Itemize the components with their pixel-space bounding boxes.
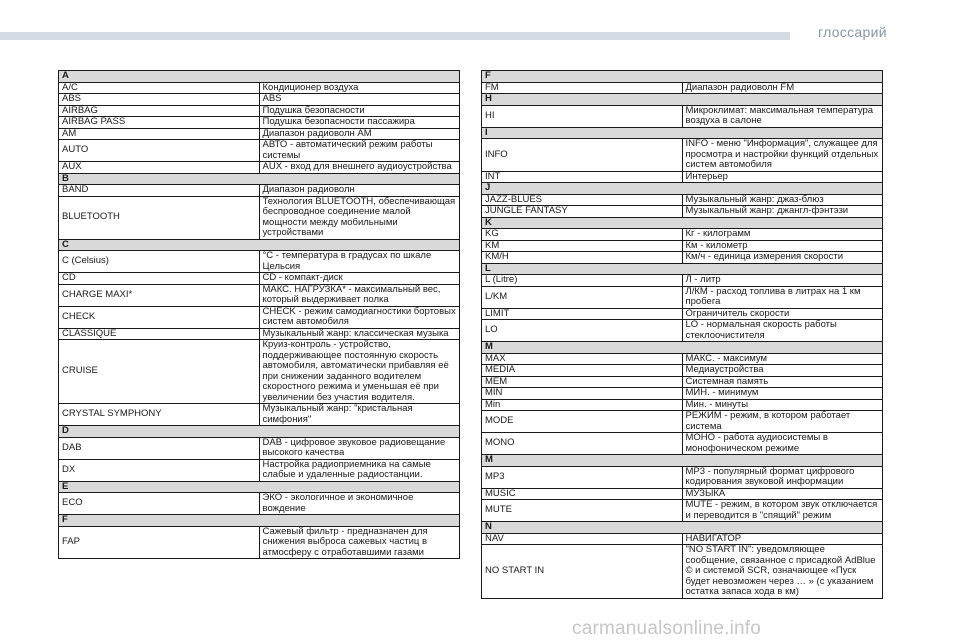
glossary-term: MAX: [482, 353, 683, 365]
glossary-definition: Диапазон радиоволн FM: [682, 82, 883, 94]
section-letter: A: [59, 71, 460, 83]
glossary-term: CHECK: [59, 306, 260, 328]
glossary-term: KM: [482, 240, 683, 252]
section-letter: C: [59, 239, 460, 251]
glossary-term: HI: [482, 105, 683, 127]
section-letter: D: [59, 426, 460, 438]
section-letter: J: [482, 183, 883, 195]
glossary-row: [482, 533, 883, 545]
glossary-definition: Медиаустройства: [682, 365, 883, 377]
glossary-term: AUTO: [59, 140, 260, 162]
glossary-row: [59, 117, 460, 129]
glossary-term: LO: [482, 320, 683, 342]
glossary-definition: МУЗЫКА: [682, 488, 883, 500]
glossary-definition: LO - нормальная скорость работы стеклоочистителя: [682, 320, 883, 342]
section-letter: L: [482, 263, 883, 275]
glossary-definition: Технология BLUETOOTH, обеспечивающая беспроводное соединение малой мощности между мобильными устройствами: [259, 196, 460, 239]
section-letter: F: [482, 71, 883, 83]
glossary-term: A/C: [59, 82, 260, 94]
glossary-row: [482, 320, 883, 342]
glossary-row: [59, 105, 460, 117]
glossary-term: CHARGE MAXI*: [59, 284, 260, 306]
glossary-term: KG: [482, 229, 683, 241]
glossary-term: NO START IN: [482, 545, 683, 599]
section-header: [482, 127, 883, 139]
glossary-row: [59, 493, 460, 515]
glossary-term: L/KM: [482, 286, 683, 308]
glossary-table-right: [481, 70, 883, 599]
glossary-term: MP3: [482, 466, 683, 488]
section-header: [59, 481, 460, 493]
glossary-term: ECO: [59, 493, 260, 515]
glossary-row: [59, 140, 460, 162]
glossary-term: MUSIC: [482, 488, 683, 500]
glossary-row: [59, 459, 460, 481]
section-letter: M: [482, 455, 883, 467]
glossary-term: FM: [482, 82, 683, 94]
glossary-row: [59, 526, 460, 559]
glossary-term: JAZZ-BLUES: [482, 194, 683, 206]
section-letter: K: [482, 217, 883, 229]
glossary-term: AM: [59, 128, 260, 140]
glossary-term: BLUETOOTH: [59, 196, 260, 239]
glossary-definition: МАКС. - максимум: [682, 353, 883, 365]
section-header: [482, 342, 883, 354]
section-header: [482, 94, 883, 106]
section-letter: I: [482, 127, 883, 139]
section-header: [482, 455, 883, 467]
glossary-row: [482, 194, 883, 206]
glossary-row: [482, 206, 883, 218]
glossary-definition: Л/КМ - расход топлива в литрах на 1 км пробега: [682, 286, 883, 308]
glossary-definition: Км/ч - единица измерения скорости: [682, 252, 883, 264]
section-letter: E: [59, 481, 460, 493]
glossary-definition: РЕЖИМ - режим, в котором работает система: [682, 411, 883, 433]
glossary-row: [59, 284, 460, 306]
glossary-definition: DAB - цифровое звуковое радиовещание высокого качества: [259, 437, 460, 459]
glossary-row: [59, 340, 460, 404]
glossary-row: [482, 229, 883, 241]
glossary-row: [59, 94, 460, 106]
glossary-definition: Л - литр: [682, 275, 883, 287]
watermark: carmanualsonline.info: [572, 618, 762, 639]
glossary-definition: Ограничитель скорости: [682, 308, 883, 320]
glossary-row: [482, 376, 883, 388]
section-header: [482, 522, 883, 534]
glossary-row: [482, 240, 883, 252]
glossary-row: [482, 252, 883, 264]
glossary-definition: ЭКО - экологичное и экономичное вождение: [259, 493, 460, 515]
glossary-definition: МАКС. НАГРУЗКА* - максимальный вес, который выдерживает полка: [259, 284, 460, 306]
glossary-definition: Мин. - минуты: [682, 399, 883, 411]
glossary-row: [59, 128, 460, 140]
glossary-row: [482, 433, 883, 455]
glossary-definition: Кондиционер воздуха: [259, 82, 460, 94]
glossary-definition: АВТО - автоматический режим работы системы: [259, 140, 460, 162]
glossary-term: CLASSIQUE: [59, 328, 260, 340]
glossary-row: [482, 286, 883, 308]
glossary-row: [482, 399, 883, 411]
glossary-definition: Км - километр: [682, 240, 883, 252]
section-letter: H: [482, 94, 883, 106]
page-title: глоссарий: [818, 24, 887, 40]
glossary-term: INFO: [482, 139, 683, 172]
glossary-term: MEM: [482, 376, 683, 388]
glossary-definition: CD - компакт-диск: [259, 273, 460, 285]
glossary-row: [482, 488, 883, 500]
glossary-term: AUX: [59, 162, 260, 174]
glossary-row: [482, 275, 883, 287]
glossary-term: MONO: [482, 433, 683, 455]
glossary-term: CRYSTAL SYMPHONY: [59, 404, 260, 426]
section-header: [482, 263, 883, 275]
glossary-definition: Системная память: [682, 376, 883, 388]
glossary-row: [59, 185, 460, 197]
section-header: [59, 239, 460, 251]
glossary-definition: МИН. - минимум: [682, 388, 883, 400]
section-header: [59, 71, 460, 83]
glossary-row: [482, 139, 883, 172]
glossary-definition: Подушка безопасности: [259, 105, 460, 117]
glossary-row: [59, 306, 460, 328]
glossary-row: [59, 328, 460, 340]
glossary-term: JUNGLE FANTASY: [482, 206, 683, 218]
glossary-row: [482, 388, 883, 400]
glossary-row: [59, 82, 460, 94]
glossary-row: [59, 437, 460, 459]
section-header: [59, 426, 460, 438]
glossary-row: [482, 411, 883, 433]
glossary-definition: НАВИГАТОР: [682, 533, 883, 545]
glossary-term: DX: [59, 459, 260, 481]
glossary-row: [482, 365, 883, 377]
glossary-term: AIRBAG: [59, 105, 260, 117]
glossary-term: BAND: [59, 185, 260, 197]
glossary-definition: Сажевый фильтр - предназначен для снижения выброса сажевых частиц в атмосферу с отработавшими газами: [259, 526, 460, 559]
glossary-column-right: [481, 70, 883, 599]
section-letter: F: [59, 515, 460, 527]
glossary-definition: °C - температура в градусах по шкале Цельсия: [259, 251, 460, 273]
glossary-definition: "NO START IN": уведомляющее сообщение, связанное с присадкой AdBlue © и системой SCR, означающее «Пуск будет невозможен через … » (с указанием остатка запаса хода в км): [682, 545, 883, 599]
glossary-term: ABS: [59, 94, 260, 106]
glossary-row: [482, 466, 883, 488]
glossary-term: KM/H: [482, 252, 683, 264]
glossary-row: [59, 162, 460, 174]
glossary-definition: Подушка безопасности пассажира: [259, 117, 460, 129]
glossary-definition: Диапазон радиоволн AM: [259, 128, 460, 140]
section-header: [59, 173, 460, 185]
glossary-definition: Круиз-контроль - устройство, поддерживающее постоянную скорость автомобиля, автоматически прибавляя её при снижении заданного водителем скоростного режима и уменьшая её при увеличении без участия водителя.: [259, 340, 460, 404]
section-header: [482, 71, 883, 83]
glossary-definition: Музыкальный жанр: "кристальная симфония": [259, 404, 460, 426]
glossary-column-left: [58, 70, 460, 559]
section-letter: N: [482, 522, 883, 534]
glossary-definition: МОНО - работа аудиосистемы в монофоническом режиме: [682, 433, 883, 455]
section-letter: B: [59, 173, 460, 185]
glossary-definition: Диапазон радиоволн: [259, 185, 460, 197]
glossary-definition: AUX - вход для внешнего аудиоустройства: [259, 162, 460, 174]
glossary-definition: Настройка радиоприемника на самые слабые и удаленные радиостанции.: [259, 459, 460, 481]
glossary-term: MEDIA: [482, 365, 683, 377]
glossary-definition: MP3 - популярный формат цифрового кодирования звуковой информации: [682, 466, 883, 488]
glossary-row: [482, 500, 883, 522]
glossary-term: AIRBAG PASS: [59, 117, 260, 129]
glossary-term: L (Litre): [482, 275, 683, 287]
section-letter: M: [482, 342, 883, 354]
glossary-row: [59, 404, 460, 426]
glossary-row: [482, 308, 883, 320]
glossary-row: [59, 273, 460, 285]
section-header: [482, 217, 883, 229]
glossary-row: [482, 545, 883, 599]
glossary-term: FAP: [59, 526, 260, 559]
glossary-term: CD: [59, 273, 260, 285]
glossary-definition: INFO - меню "Информация", служащее для просмотра и настройки функций отдельных систем автомобиля: [682, 139, 883, 172]
glossary-term: C (Celsius): [59, 251, 260, 273]
glossary-row: [482, 171, 883, 183]
glossary-row: [482, 105, 883, 127]
header-bar: [0, 32, 790, 40]
glossary-term: MIN: [482, 388, 683, 400]
section-header: [59, 515, 460, 527]
glossary-term: DAB: [59, 437, 260, 459]
glossary-term: LIMIT: [482, 308, 683, 320]
glossary-definition: Музыкальный жанр: джангл-фэнтэзи: [682, 206, 883, 218]
glossary-definition: Кг - килограмм: [682, 229, 883, 241]
glossary-definition: ABS: [259, 94, 460, 106]
glossary-row: [482, 353, 883, 365]
section-header: [482, 183, 883, 195]
glossary-definition: MUTE - режим, в котором звук отключается и переводится в "спящий" режим: [682, 500, 883, 522]
glossary-term: MUTE: [482, 500, 683, 522]
glossary-definition: Музыкальный жанр: джаз-блюз: [682, 194, 883, 206]
glossary-term: NAV: [482, 533, 683, 545]
glossary-definition: Музыкальный жанр: классическая музыка: [259, 328, 460, 340]
glossary-term: CRUISE: [59, 340, 260, 404]
glossary-term: MODE: [482, 411, 683, 433]
glossary-table-left: [58, 70, 460, 559]
glossary-definition: Интерьер: [682, 171, 883, 183]
glossary-row: [59, 196, 460, 239]
glossary-term: INT: [482, 171, 683, 183]
glossary-definition: Микроклимат: максимальная температура воздуха в салоне: [682, 105, 883, 127]
glossary-row: [59, 251, 460, 273]
glossary-term: Min: [482, 399, 683, 411]
glossary-row: [482, 82, 883, 94]
glossary-definition: CHECK - режим самодиагностики бортовых систем автомобиля: [259, 306, 460, 328]
